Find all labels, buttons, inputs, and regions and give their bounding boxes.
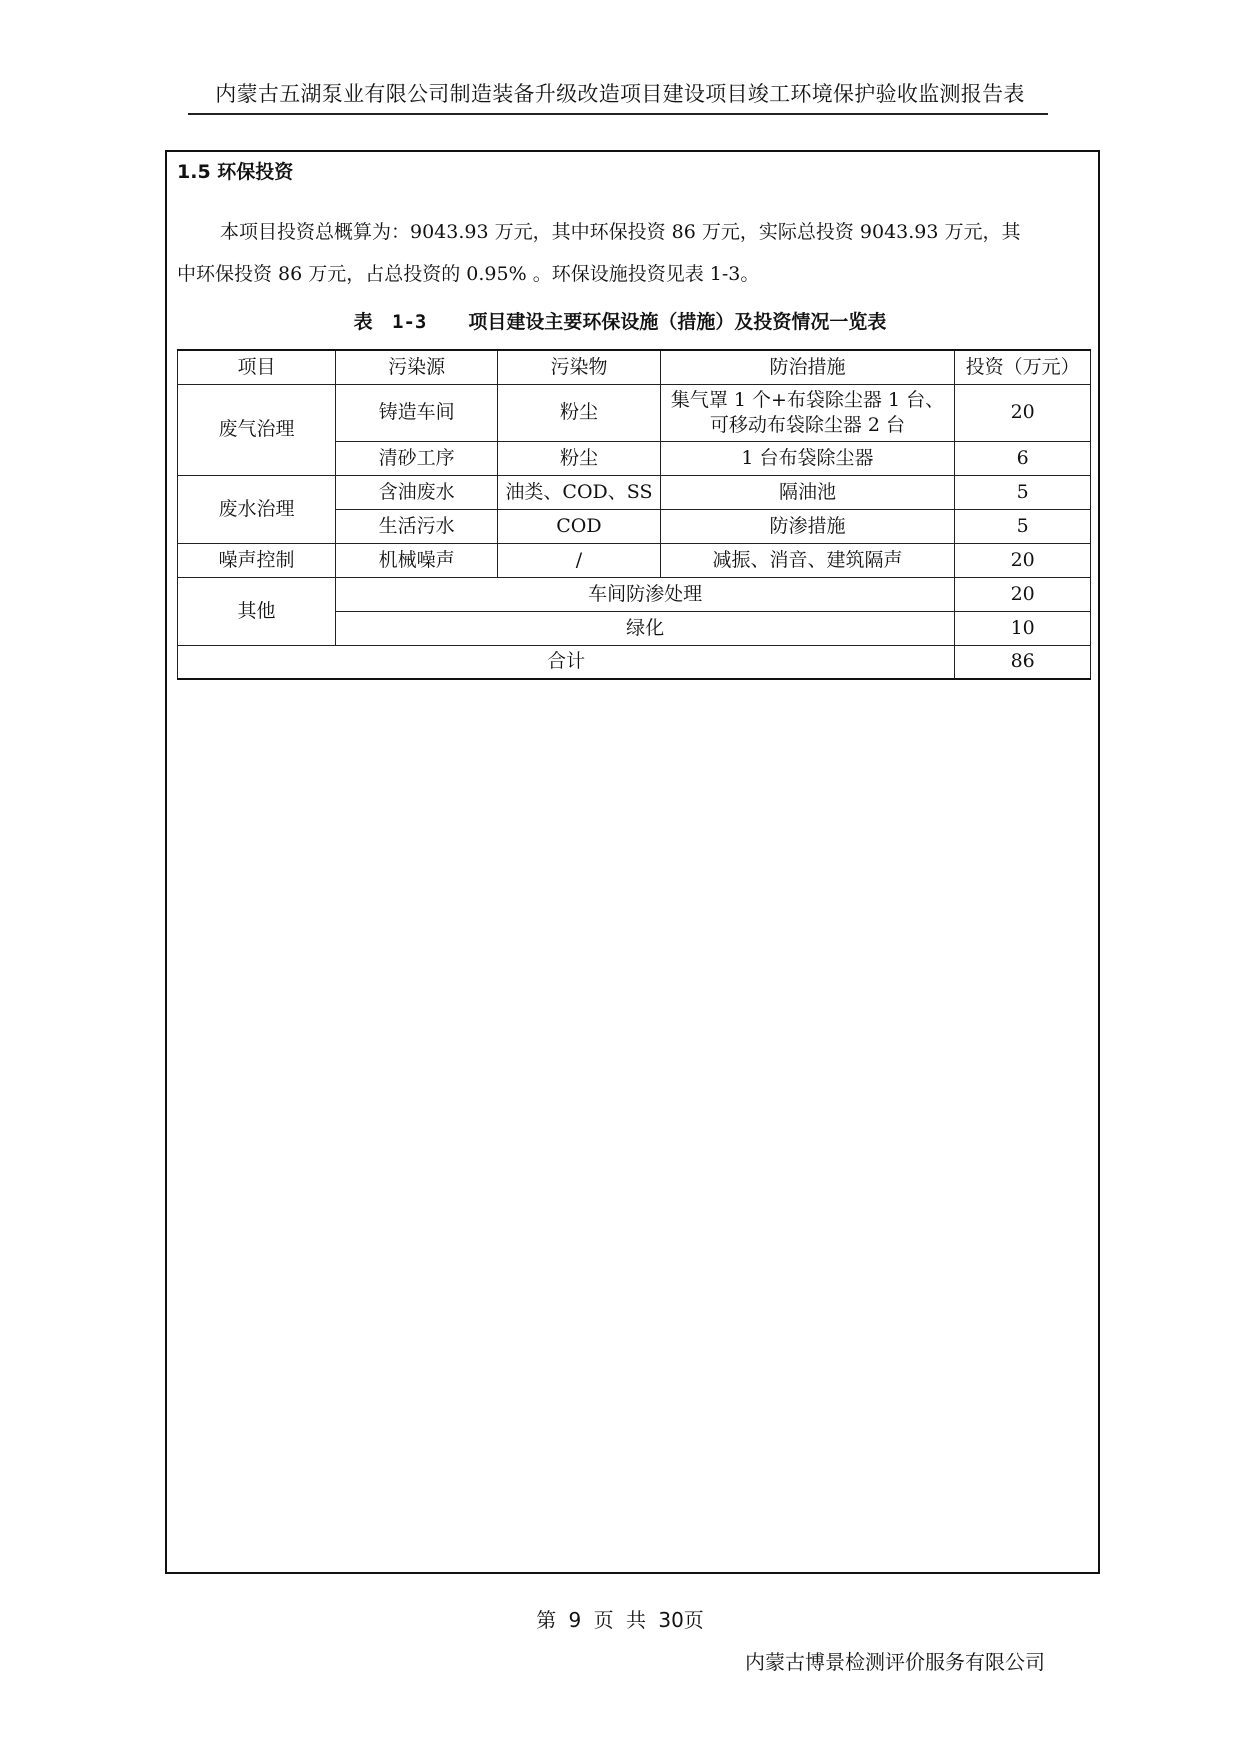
header-cell-item: 项目 <box>178 350 336 384</box>
cell-pollutant: / <box>498 543 660 577</box>
investment-table <box>177 349 1091 680</box>
cell-source: 含油废水 <box>335 475 497 509</box>
cell-source: 清砂工序 <box>335 441 497 475</box>
header-cell-measure: 防治措施 <box>660 350 955 384</box>
table-caption <box>0 307 1240 334</box>
cell-investment: 20 <box>955 384 1091 441</box>
header-rule <box>188 113 1048 115</box>
cell-item: 废气治理 <box>178 384 336 475</box>
paragraph-line-2: 中环保投资 86 万元，占总投资的 0.95% 。环保设施投资见表 1-3。 <box>177 263 760 285</box>
section-heading: 1.5 环保投资 <box>177 161 294 183</box>
header-title: 内蒙古五湖泵业有限公司制造装备升级改造项目建设项目竣工环境保护验收监测报告表 <box>215 82 1025 106</box>
cell-measure: 防渗措施 <box>660 509 955 543</box>
cell-investment: 6 <box>955 441 1091 475</box>
cell-source: 铸造车间 <box>335 384 497 441</box>
cell-investment: 10 <box>955 611 1091 645</box>
cell-measure: 隔油池 <box>660 475 955 509</box>
cell-pollutant: 粉尘 <box>498 384 660 441</box>
header-cell-pollutant: 污染物 <box>498 350 660 384</box>
table-row <box>178 475 1091 509</box>
table-caption-text: 项目建设主要环保设施（措施）及投资情况一览表 <box>468 311 887 333</box>
cell-item: 噪声控制 <box>178 543 336 577</box>
table-row <box>178 384 1091 441</box>
cell-measure: 1 台布袋除尘器 <box>660 441 955 475</box>
table-row <box>178 577 1091 611</box>
table-total-row <box>178 645 1091 679</box>
cell-pollutant: COD <box>498 509 660 543</box>
cell-measure: 减振、消音、建筑隔声 <box>660 543 955 577</box>
cell-investment: 5 <box>955 475 1091 509</box>
header-cell-investment: 投资（万元） <box>955 350 1091 384</box>
cell-pollutant: 油类、COD、SS <box>498 475 660 509</box>
cell-measure: 集气罩 1 个+布袋除尘器 1 台、可移动布袋除尘器 2 台 <box>660 384 955 441</box>
table-caption-number: 表 1-3 <box>353 311 427 333</box>
cell-item: 其他 <box>178 577 336 645</box>
footer-company: 内蒙古博景检测评价服务有限公司 <box>745 1650 1045 1674</box>
header-cell-source: 污染源 <box>335 350 497 384</box>
cell-source: 机械噪声 <box>335 543 497 577</box>
table-header-row <box>178 350 1091 384</box>
table-row <box>178 543 1091 577</box>
page-number: 第 9 页 共 30页 <box>536 1608 704 1632</box>
cell-measure: 绿化 <box>335 611 954 645</box>
cell-item: 废水治理 <box>178 475 336 543</box>
cell-investment: 20 <box>955 543 1091 577</box>
cell-investment: 20 <box>955 577 1091 611</box>
paragraph-line-1: 本项目投资总概算为：9043.93 万元，其中环保投资 86 万元，实际总投资 9043.93 万元，其 <box>220 221 1021 243</box>
cell-source: 生活污水 <box>335 509 497 543</box>
cell-investment: 5 <box>955 509 1091 543</box>
total-value: 86 <box>955 645 1091 679</box>
total-label: 合计 <box>178 645 955 679</box>
cell-pollutant: 粉尘 <box>498 441 660 475</box>
cell-measure: 车间防渗处理 <box>335 577 954 611</box>
